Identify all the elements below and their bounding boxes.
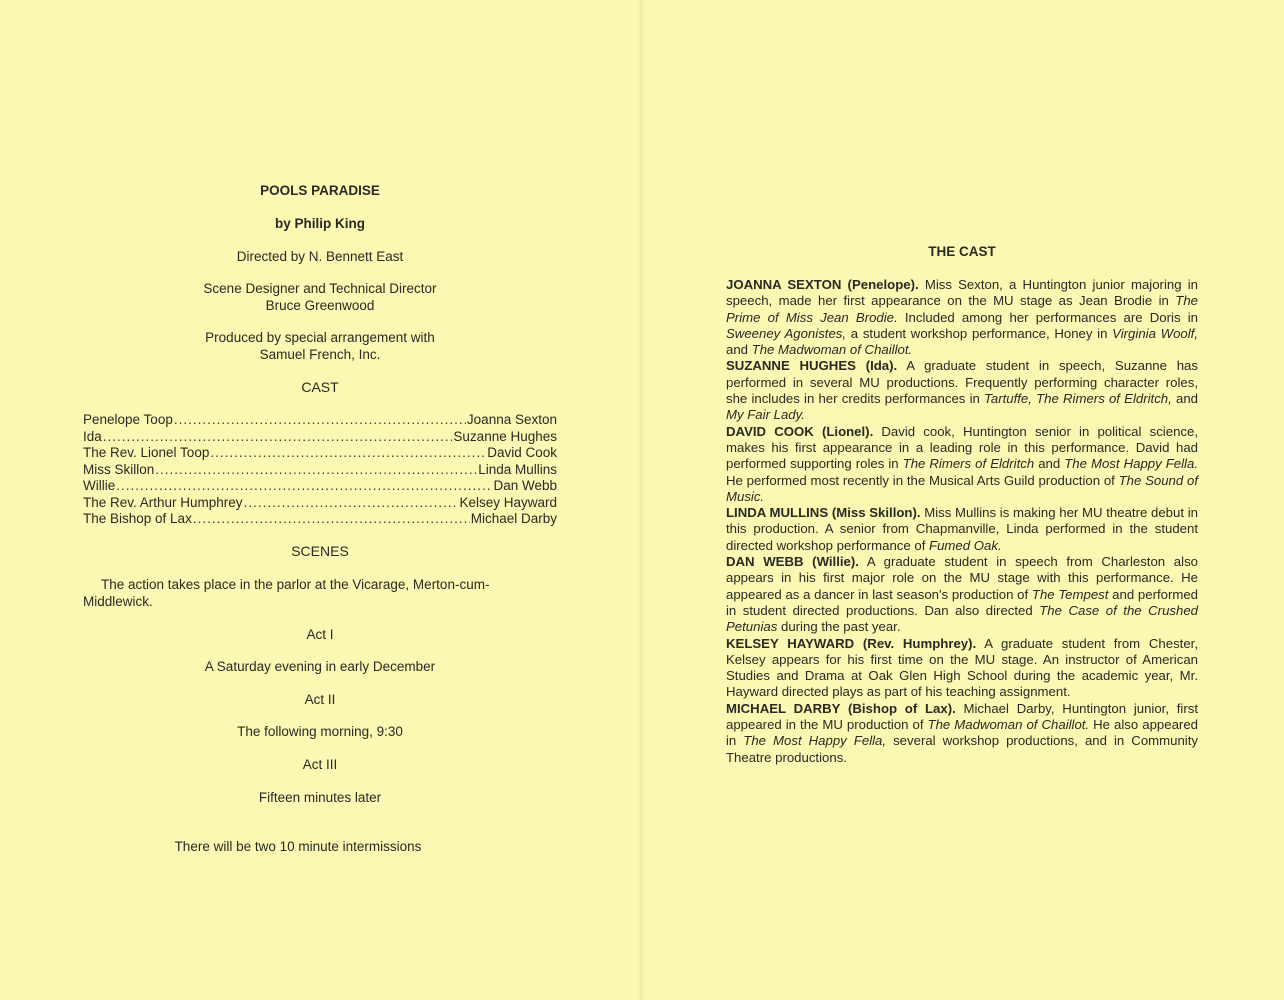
leader-dots: [193, 511, 470, 528]
cast-bio: [726, 277, 1198, 358]
act-3-time: Fifteen minutes later: [258, 790, 382, 805]
cast-bio: [726, 636, 1198, 701]
cast-bio: [726, 505, 1198, 554]
bio-name: SUZANNE HUGHES (Ida).: [726, 358, 898, 374]
bios-heading: THE CAST: [928, 244, 996, 259]
cast-role: Penelope Toop: [83, 412, 173, 427]
cast-role: Willie: [83, 478, 116, 493]
director-line: Directed by N. Bennett East: [236, 249, 404, 264]
cast-actor: Kelsey Hayward: [459, 494, 557, 510]
leader-dots: [103, 429, 453, 446]
bio-text: Miss Sexton, a Huntington junior majoring in speech, made her first appearance on the MU stage as Jean Brodie in The Prime of Miss Jean Brodie. Included among her performances are Doris in Sweeney Agonistes, a student workshop performance, Honey in Virginia Woolf, and The Madwoman of Chaillot.: [726, 277, 1198, 358]
cast-role: Ida: [83, 428, 102, 444]
act-2-name: Act II: [304, 692, 336, 707]
cast-heading: CAST: [301, 379, 339, 395]
cast-actor: Michael Darby: [470, 511, 557, 526]
cast-row: [83, 478, 557, 495]
cast-bio: [726, 701, 1198, 766]
bio-name: DAN WEBB (Willie).: [726, 554, 859, 570]
left-page: [0, 0, 640, 1000]
leader-dots: [155, 462, 477, 479]
cast-row: [83, 412, 557, 429]
cast-row: [83, 462, 557, 479]
bio-text: A graduate student in speech, Suzanne has performed in several MU productions. Frequently performing character roles, she includes in her credits performances in Tartuffe, The Rimers of Eldritch, and My Fair Lady.: [726, 358, 1199, 423]
cast-role: The Bishop of Lax: [83, 511, 192, 526]
leader-dots: [210, 445, 486, 462]
cast-role: The Rev. Arthur Humphrey: [83, 494, 243, 510]
cast-role: Miss Skillon: [83, 461, 155, 477]
intermission-note: There will be two 10 minute intermissions: [174, 839, 422, 854]
designer-credit: [0, 281, 640, 314]
act-1-name: Act I: [306, 627, 334, 642]
cast-actor: Joanna Sexton: [466, 412, 557, 427]
cast-actor: Suzanne Hughes: [453, 428, 557, 444]
act-1-time: A Saturday evening in early December: [204, 659, 436, 674]
bio-text: Miss Mullins is making her MU theatre debut in this production. A senior from Chapmanville, Linda performed in the student directed workshop performance of Fumed Oak.: [726, 505, 1198, 553]
page-fold: [638, 0, 644, 1000]
cast-bios: [726, 277, 1198, 766]
bio-text: David cook, Huntington senior in political science, makes his first appearance in a leading role in this performance. David had performed supporting roles in The Rimers of Eldritch and The Most Happy Fella. He performed most recently in the Musical Arts Guild production of The Sound of Music.: [726, 423, 1198, 504]
cast-row: [83, 495, 557, 512]
bio-name: MICHAEL DARBY (Bishop of Lax).: [726, 700, 956, 716]
act-2-time: The following morning, 9:30: [237, 724, 403, 739]
cast-actor: Linda Mullins: [478, 461, 557, 477]
scenes-heading: SCENES: [291, 543, 349, 559]
cast-role: The Rev. Lionel Toop: [83, 445, 210, 460]
leader-dots: [244, 495, 459, 512]
cast-bio: [726, 358, 1198, 423]
designer-role: Scene Designer and Technical Director: [203, 281, 437, 296]
cast-bio: [726, 424, 1198, 505]
arrangement-line-2: Samuel French, Inc.: [259, 346, 381, 362]
cast-row: [83, 511, 557, 528]
cast-row: [83, 429, 557, 446]
cast-row: [83, 445, 557, 462]
bio-name: LINDA MULLINS (Miss Skillon).: [726, 505, 921, 521]
leader-dots: [116, 478, 492, 495]
bio-name: JOANNA SEXTON (Penelope).: [726, 277, 919, 292]
bio-text: Michael Darby, Huntington junior, first appeared in the MU production of The Madwoman of Chaillot. He also appeared in The Most Happy Fella, several workshop productions, and in Community Theatre productions.: [726, 700, 1198, 765]
act-3-name: Act III: [302, 757, 338, 772]
cast-actor: David Cook: [487, 445, 557, 460]
cast-actor: Dan Webb: [493, 478, 557, 493]
bio-text: A graduate student in speech from Charleston also appears in his first major role on the MU stage with this performance. He appeared as a dancer in last season's production of The Tempest and performed in student directed productions. Dan also directed The Case of the Crushed Petunias during the past year.: [726, 554, 1199, 635]
scene-description: The action takes place in the parlor at the Vicarage, Merton-cum-Middlewick.: [83, 577, 490, 609]
play-title: POOLS PARADISE: [260, 183, 380, 198]
bio-text: A graduate student from Chester, Kelsey appears for his first time on the MU stage. An instructor of American Studies and Drama at Oak Glen High School during the academic year, Mr. Hayward directed plays as part of his teaching assignment.: [726, 635, 1198, 700]
bio-name: KELSEY HAYWARD (Rev. Humphrey).: [726, 635, 977, 651]
cast-bio: [726, 554, 1198, 635]
arrangement-line-1: Produced by special arrangement with: [205, 330, 435, 345]
leader-dots: [174, 412, 466, 429]
designer-name: Bruce Greenwood: [265, 297, 375, 313]
author-line: by Philip King: [275, 216, 365, 231]
cast-list: [83, 412, 557, 528]
bio-name: DAVID COOK (Lionel).: [726, 423, 874, 439]
arrangement-credit: [0, 330, 640, 363]
